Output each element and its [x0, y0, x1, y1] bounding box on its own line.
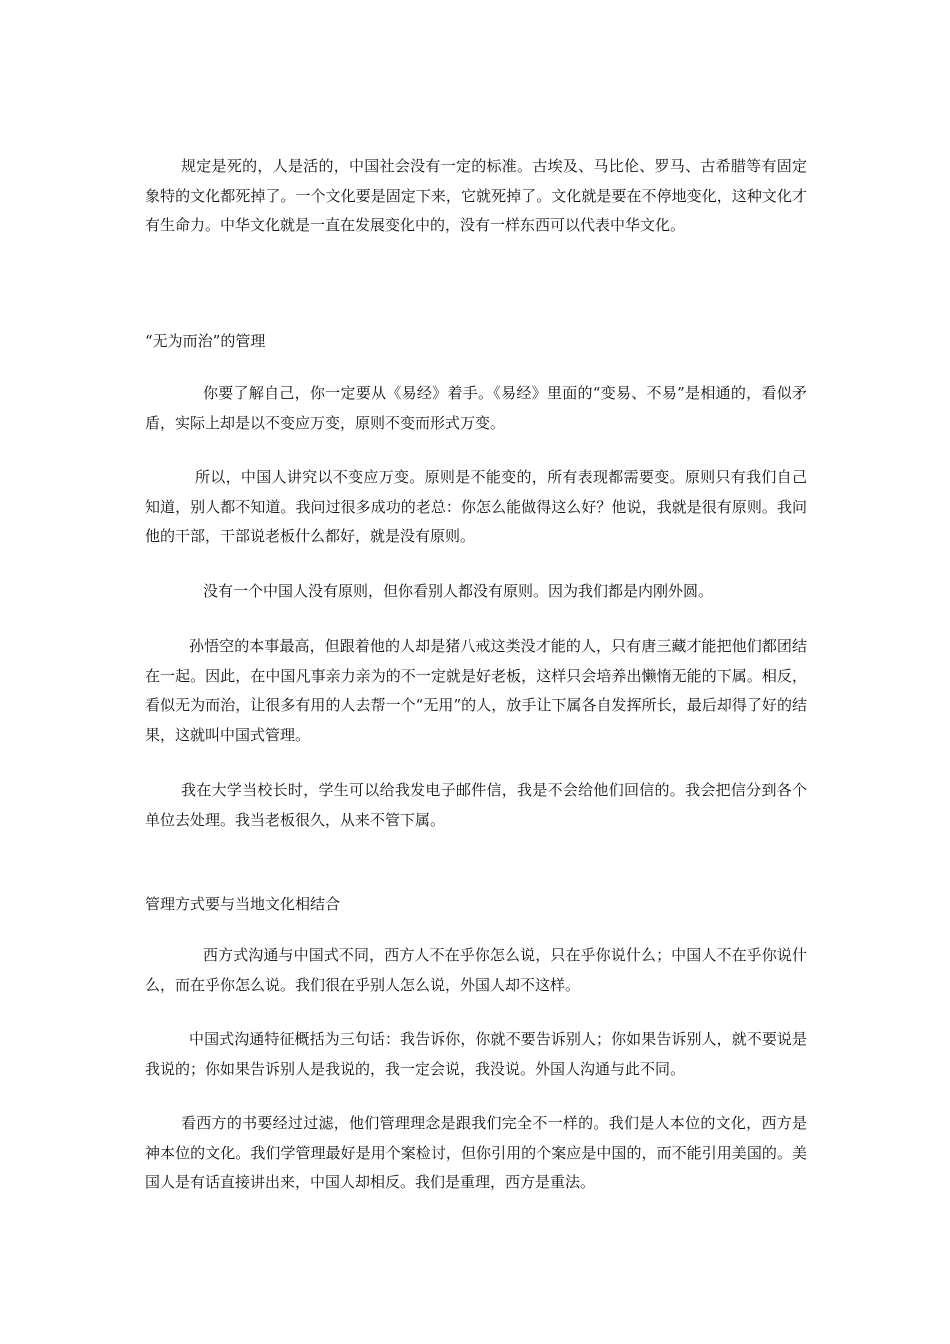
paragraph-culture-change: 规定是死的，人是活的，中国社会没有一定的标准。古埃及、马比伦、罗马、古希腊等有固定象特的文化都死掉了。一个文化要是固定下来，它就死掉了。文化就是要在不停地变化，这种文化才有生命力。中华文化就是一直在发展变化中的，没有一样东西可以代表中华文化。 — [145, 157, 807, 234]
paragraph-principles: 所以，中国人讲究以不变应万变。原则是不能变的，所有表现都需要变。原则只有我们自己知道，别人都不知道。我问过很多成功的老总：你怎么能做得这么好？他说，我就是很有原则。我问他的干部，干部说老板什么都好，就是没有原则。 — [145, 468, 807, 545]
paragraph-communication: 西方式沟通与中国式不同，西方人不在乎你怎么说，只在乎你说什么；中国人不在乎你说什么，而在乎你怎么说。我们很在乎别人怎么说，外国人却不这样。 — [145, 946, 807, 994]
section-heading-wuwei: “无为而治”的管理 — [145, 332, 266, 350]
paragraph-sun-wukong: 孙悟空的本事最高，但跟着他的人却是猪八戒这类没才能的人，只有唐三藏才能把他们都团结在一起。因此，在中国凡事亲力亲为的不一定就是好老板，这样只会培养出懒惰无能的下属。相反，看似无为而治，让很多有用的人去帮一个“无用”的人，放手让下属各自发挥所长，最后却得了好的结果，这就叫中国式管理。 — [145, 637, 807, 744]
paragraph-western-books: 看西方的书要经过过滤，他们管理理念是跟我们完全不一样的。我们是人本位的文化，西方是神本位的文化。我们学管理最好是用个案检讨，但你引用的个案应是中国的，而不能引用美国的。美国人是有话直接讲出来，中国人却相反。我们是重理，西方是重法。 — [145, 1114, 807, 1191]
paragraph-inner-outer: 没有一个中国人没有原则，但你看别人都没有原则。因为我们都是内刚外圆。 — [203, 582, 714, 600]
paragraph-principal-email: 我在大学当校长时，学生可以给我发电子邮件信，我是不会给他们回信的。我会把信分到各个单位去处理。我当老板很久，从来不管下属。 — [145, 781, 807, 829]
paragraph-three-sentences: 中国式沟通特征概括为三句话：我告诉你，你就不要告诉别人；你如果告诉别人，就不要说是我说的；你如果告诉别人是我说的，我一定会说，我没说。外国人沟通与此不同。 — [145, 1030, 807, 1078]
section-heading-local-culture: 管理方式要与当地文化相结合 — [145, 895, 341, 913]
paragraph-yijing: 你要了解自己，你一定要从《易经》着手。《易经》里面的“变易、不易”是相通的，看似矛盾，实际上却是以不变应万变，原则不变而形式万变。 — [145, 384, 807, 432]
